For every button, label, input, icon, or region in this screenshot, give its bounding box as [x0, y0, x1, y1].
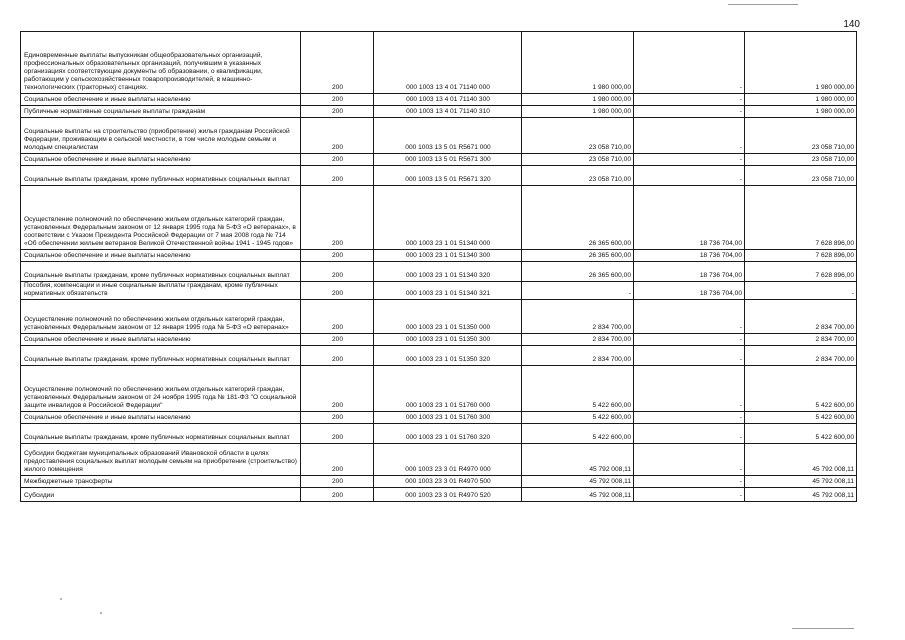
row-sum-federal-cell: 18 736 704,00	[634, 186, 745, 250]
row-sum-federal-cell: -	[634, 94, 745, 106]
table-row	[21, 475, 857, 487]
row-sum-total-cell: 26 365 600,00	[522, 262, 634, 282]
row-classification-code-cell: 000 1003 23 3 01 R4970 500	[374, 475, 522, 487]
table-row	[21, 154, 857, 166]
row-admin-code-cell: 200	[301, 423, 374, 443]
row-sum-total-cell: 23 058 710,00	[522, 118, 634, 154]
row-name-cell: Межбюджетные трансферты	[21, 475, 301, 487]
row-sum-regional-cell: 45 792 008,11	[745, 443, 857, 475]
row-classification-code-cell: 000 1003 13 4 01 71140 300	[374, 94, 522, 106]
row-sum-federal-cell: -	[634, 106, 745, 118]
row-classification-code-cell: 000 1003 13 4 01 71140 310	[374, 106, 522, 118]
row-sum-federal-cell: -	[634, 345, 745, 365]
row-sum-federal-cell: -	[634, 365, 745, 411]
row-sum-regional-cell: 5 422 600,00	[745, 365, 857, 411]
budget-table	[20, 31, 857, 502]
row-sum-federal-cell: -	[634, 443, 745, 475]
row-sum-regional-cell: 5 422 600,00	[745, 423, 857, 443]
row-name-cell: Пособия, компенсации и иные социальные выплаты гражданам, кроме публичных нормативных обязательств	[21, 282, 301, 300]
row-classification-code-cell: 000 1003 13 5 01 R5671 300	[374, 154, 522, 166]
row-classification-code-cell: 000 1003 13 4 01 71140 000	[374, 32, 522, 94]
row-classification-code-cell: 000 1003 23 1 01 51340 300	[374, 250, 522, 262]
row-sum-federal-cell: -	[634, 423, 745, 443]
row-sum-regional-cell: 7 628 896,00	[745, 186, 857, 250]
scan-dot	[60, 598, 62, 600]
row-sum-regional-cell: 7 628 896,00	[745, 262, 857, 282]
row-name-cell: Осуществление полномочий по обеспечению жильем отдельных категорий граждан, установленных Федеральным законом от 12 января 1995 года № 5-ФЗ «О ветеранах»	[21, 299, 301, 333]
row-sum-regional-cell: 2 834 700,00	[745, 345, 857, 365]
row-classification-code-cell: 000 1003 23 1 01 51350 300	[374, 333, 522, 345]
table-row	[21, 333, 857, 345]
row-name-cell: Осуществление полномочий по обеспечению жильем отдельных категорий граждан, установленных Федеральным законом от 12 января 1995 года № 5-ФЗ «О ветеранах», в соответствии с Указом Президента Российской Федерации от 7 мая 2008 года № 714 «Об обеспечении жильем ветеранов Великой Отечественной войны 1941 - 1945 годов»	[21, 186, 301, 250]
row-name-cell: Социальное обеспечение и иные выплаты населению	[21, 94, 301, 106]
row-classification-code-cell: 000 1003 23 3 01 R4970 520	[374, 487, 522, 501]
row-sum-total-cell: 1 980 000,00	[522, 106, 634, 118]
row-sum-regional-cell: 23 058 710,00	[745, 154, 857, 166]
row-sum-regional-cell: 1 980 000,00	[745, 106, 857, 118]
table-row	[21, 94, 857, 106]
row-sum-regional-cell: 1 980 000,00	[745, 32, 857, 94]
row-name-cell: Социальное обеспечение и иные выплаты населению	[21, 154, 301, 166]
row-name-cell: Единовременные выплаты выпускникам общеобразовательных организаций, профессиональных образовательных организаций, получившим в указанных организациях соответствующие документы об образовании, о квалификации, работающим у сельскохозяйственных товаропроизводителей, в машинно-технологических (тракторных) станциях.	[21, 32, 301, 94]
row-sum-federal-cell: -	[634, 411, 745, 423]
row-sum-regional-cell: 2 834 700,00	[745, 299, 857, 333]
row-sum-total-cell: 26 365 600,00	[522, 186, 634, 250]
row-admin-code-cell: 200	[301, 299, 374, 333]
row-admin-code-cell: 200	[301, 106, 374, 118]
page-number: 140	[843, 19, 860, 30]
row-sum-federal-cell: -	[634, 487, 745, 501]
row-name-cell: Социальные выплаты гражданам, кроме публичных нормативных социальных выплат	[21, 345, 301, 365]
row-admin-code-cell: 200	[301, 250, 374, 262]
row-sum-regional-cell: 2 834 700,00	[745, 333, 857, 345]
row-admin-code-cell: 200	[301, 411, 374, 423]
row-admin-code-cell: 200	[301, 118, 374, 154]
row-admin-code-cell: 200	[301, 487, 374, 501]
row-sum-total-cell: 5 422 600,00	[522, 365, 634, 411]
table-row	[21, 423, 857, 443]
row-name-cell: Социальное обеспечение и иные выплаты населению	[21, 250, 301, 262]
scan-mark-bottom	[792, 628, 854, 629]
row-sum-federal-cell: -	[634, 32, 745, 94]
row-sum-federal-cell: -	[634, 475, 745, 487]
row-name-cell: Социальные выплаты гражданам, кроме публичных нормативных социальных выплат	[21, 423, 301, 443]
row-classification-code-cell: 000 1003 23 1 01 51760 320	[374, 423, 522, 443]
row-admin-code-cell: 200	[301, 443, 374, 475]
row-admin-code-cell: 200	[301, 262, 374, 282]
row-sum-federal-cell: -	[634, 154, 745, 166]
row-sum-total-cell: 23 058 710,00	[522, 166, 634, 186]
row-name-cell: Субсидии бюджетам муниципальных образований Ивановской области в целях предоставления социальных выплат молодым семьям на приобретение (строительство) жилого помещения	[21, 443, 301, 475]
row-sum-total-cell: 5 422 600,00	[522, 423, 634, 443]
table-row	[21, 411, 857, 423]
row-sum-total-cell: 26 365 600,00	[522, 250, 634, 262]
row-sum-regional-cell: -	[745, 282, 857, 300]
row-sum-total-cell: -	[522, 282, 634, 300]
row-sum-regional-cell: 7 628 896,00	[745, 250, 857, 262]
row-sum-federal-cell: 18 736 704,00	[634, 262, 745, 282]
row-classification-code-cell: 000 1003 23 1 01 51760 300	[374, 411, 522, 423]
row-classification-code-cell: 000 1003 23 1 01 51350 320	[374, 345, 522, 365]
row-sum-regional-cell: 5 422 600,00	[745, 411, 857, 423]
table-row	[21, 166, 857, 186]
row-sum-total-cell: 45 792 008,11	[522, 443, 634, 475]
row-sum-total-cell: 1 980 000,00	[522, 94, 634, 106]
row-admin-code-cell: 200	[301, 282, 374, 300]
row-sum-total-cell: 2 834 700,00	[522, 299, 634, 333]
row-name-cell: Социальные выплаты гражданам, кроме публичных нормативных социальных выплат	[21, 262, 301, 282]
row-admin-code-cell: 200	[301, 475, 374, 487]
row-sum-regional-cell: 23 058 710,00	[745, 166, 857, 186]
row-admin-code-cell: 200	[301, 166, 374, 186]
table-row	[21, 262, 857, 282]
row-name-cell: Социальное обеспечение и иные выплаты населению	[21, 333, 301, 345]
row-sum-total-cell: 2 834 700,00	[522, 333, 634, 345]
row-sum-federal-cell: 18 736 704,00	[634, 282, 745, 300]
row-name-cell: Осуществление полномочий по обеспечению жильем отдельных категорий граждан, установленных Федеральным законом от 24 ноября 1995 года № 181-ФЗ "О социальной защите инвалидов в Российской Федерации"	[21, 365, 301, 411]
row-classification-code-cell: 000 1003 23 3 01 R4970 000	[374, 443, 522, 475]
row-sum-total-cell: 45 792 008,11	[522, 475, 634, 487]
table-row	[21, 106, 857, 118]
table-row	[21, 443, 857, 475]
table-row	[21, 345, 857, 365]
row-admin-code-cell: 200	[301, 186, 374, 250]
table-row	[21, 282, 857, 300]
row-classification-code-cell: 000 1003 23 1 01 51340 320	[374, 262, 522, 282]
row-sum-total-cell: 2 834 700,00	[522, 345, 634, 365]
row-sum-total-cell: 1 980 000,00	[522, 32, 634, 94]
scan-dot	[100, 612, 102, 614]
row-sum-total-cell: 23 058 710,00	[522, 154, 634, 166]
table-row	[21, 250, 857, 262]
row-sum-federal-cell: -	[634, 166, 745, 186]
row-admin-code-cell: 200	[301, 345, 374, 365]
row-name-cell: Субсидии	[21, 487, 301, 501]
row-classification-code-cell: 000 1003 13 5 01 R5671 320	[374, 166, 522, 186]
row-classification-code-cell: 000 1003 23 1 01 51760 000	[374, 365, 522, 411]
row-name-cell: Социальные выплаты на строительство (приобретение) жилья гражданам Российской Федерации, проживающим в сельской местности, в том числе молодым семьям и молодым специалистам	[21, 118, 301, 154]
row-admin-code-cell: 200	[301, 94, 374, 106]
row-sum-regional-cell: 45 792 008,11	[745, 487, 857, 501]
row-name-cell: Социальные выплаты гражданам, кроме публичных нормативных социальных выплат	[21, 166, 301, 186]
budget-table-body	[21, 32, 857, 502]
scan-mark-top	[728, 4, 798, 5]
row-name-cell: Публичные нормативные социальные выплаты гражданам	[21, 106, 301, 118]
row-sum-regional-cell: 45 792 008,11	[745, 475, 857, 487]
row-admin-code-cell: 200	[301, 32, 374, 94]
row-name-cell: Социальное обеспечение и иные выплаты населению	[21, 411, 301, 423]
row-sum-federal-cell: -	[634, 299, 745, 333]
row-sum-federal-cell: -	[634, 333, 745, 345]
row-sum-regional-cell: 1 980 000,00	[745, 94, 857, 106]
table-row	[21, 299, 857, 333]
row-classification-code-cell: 000 1003 13 5 01 R5671 000	[374, 118, 522, 154]
table-row	[21, 487, 857, 501]
table-row	[21, 186, 857, 250]
row-admin-code-cell: 200	[301, 333, 374, 345]
row-sum-federal-cell: 18 736 704,00	[634, 250, 745, 262]
row-classification-code-cell: 000 1003 23 1 01 51340 000	[374, 186, 522, 250]
row-classification-code-cell: 000 1003 23 1 01 51350 000	[374, 299, 522, 333]
table-row	[21, 32, 857, 94]
row-sum-total-cell: 45 792 008,11	[522, 487, 634, 501]
table-row	[21, 118, 857, 154]
row-admin-code-cell: 200	[301, 365, 374, 411]
row-admin-code-cell: 200	[301, 154, 374, 166]
row-sum-federal-cell: -	[634, 118, 745, 154]
row-classification-code-cell: 000 1003 23 1 01 51340 321	[374, 282, 522, 300]
row-sum-regional-cell: 23 058 710,00	[745, 118, 857, 154]
row-sum-total-cell: 5 422 600,00	[522, 411, 634, 423]
table-row	[21, 365, 857, 411]
